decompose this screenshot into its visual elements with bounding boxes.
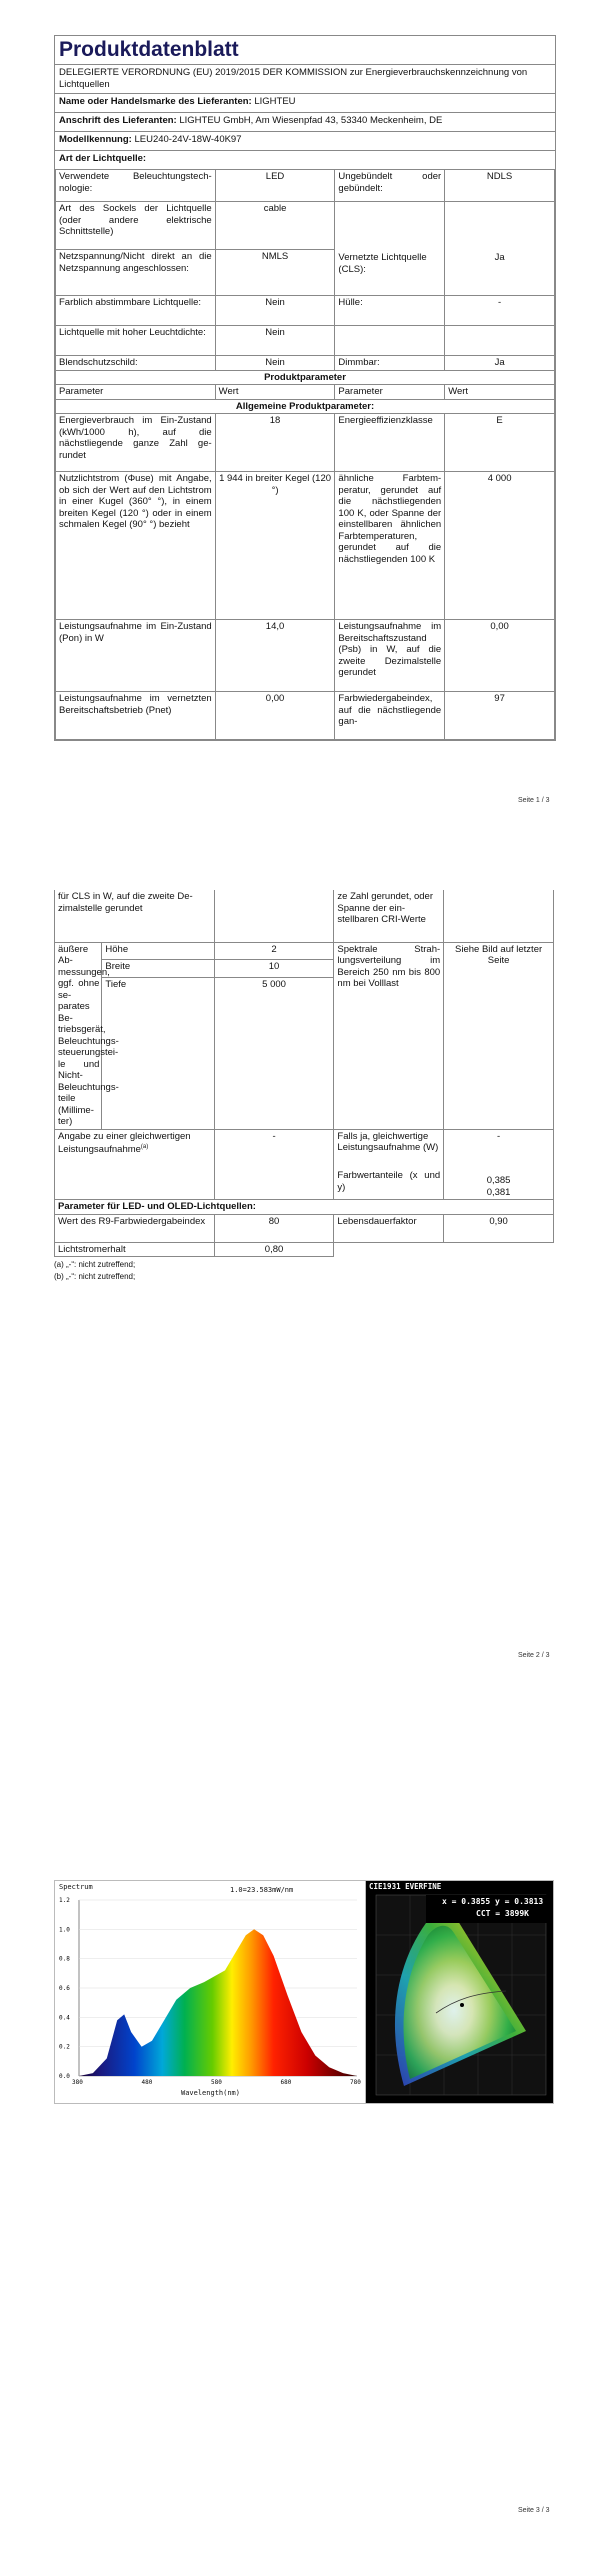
cie-xy-label: x = 0.3855 y = 0.3813 xyxy=(442,1897,544,1906)
tech-value: LED xyxy=(215,170,335,202)
light-source-table xyxy=(55,169,555,740)
col-value-1: Wert xyxy=(215,385,335,400)
spectrum-plot xyxy=(55,1881,366,2103)
energy-label: Energieverbrauch im Ein-Zustand (kWh/1000 h), auf die nächstliegende ganze Zahl gerundet xyxy=(56,414,216,472)
lifetime-factor-label: Lebensdauerfaktor xyxy=(334,1214,444,1242)
equivalent-power-value: - xyxy=(214,1129,334,1200)
cie-figure xyxy=(365,1880,554,2104)
width-label: Breite xyxy=(102,960,214,978)
col-param-1: Parameter xyxy=(56,385,216,400)
cri-value: 97 xyxy=(445,692,555,740)
dimensions-label: äußere Abmessungen, ggf. ohne separates Betriebsgerät, Beleuchtungssteuerungsteile und Nicht-Beleuchtungsteile (Millimeter) xyxy=(55,942,102,1129)
high-luminance-value: Nein xyxy=(215,326,335,356)
spectrum-title: Spectrum xyxy=(59,1883,93,1891)
spectrum-peak-label: 1.0=23.583mW/nm xyxy=(230,1886,294,1894)
socket-label: Art des Sockels der Lichtquelle (oder andere elektrische Schnittstelle) xyxy=(56,202,216,250)
document-title: Produktdatenblatt xyxy=(55,36,555,65)
supplier-address: LIGHTEU GmbH, Am Wiesenpfad 43, 53340 Meckenheim, DE xyxy=(179,115,443,126)
useful-flux-value: 1 944 in breiter Kegel (120 °) xyxy=(215,472,335,620)
color-tunable-label: Farblich abstimmbare Lichtquelle: xyxy=(56,296,216,326)
lifetime-factor-value: 0,90 xyxy=(444,1214,554,1242)
tech-label: Verwendete Beleuchtungstechnologie: xyxy=(56,170,216,202)
standby-power-label: Leistungsaufnahme im Bereitschaftszustand (Psb) in W, auf die zweite Dezimalstelle gerundet xyxy=(335,620,445,692)
spectral-distribution-label: Spektrale Strahlungsverteilung im Bereich 250 nm bis 800 nm bei Volllast xyxy=(334,942,444,1129)
lumen-maintenance-label: Lichtstromerhalt xyxy=(55,1242,215,1257)
on-mode-power-label: Leistungsaufnahme im Ein-Zustand (Pon) in W xyxy=(56,620,216,692)
cie-cct-label: CCT = 3899K xyxy=(476,1909,529,1918)
spectrum-figure xyxy=(54,1880,367,2104)
col-value-2: Wert xyxy=(445,385,555,400)
height-value: 2 xyxy=(214,942,334,960)
lumen-maintenance-value: 0,80 xyxy=(214,1242,334,1257)
page-1 xyxy=(54,35,556,741)
if-yes-label: Falls ja, gleichwertige Leistungsaufnahme (W) xyxy=(334,1129,444,1169)
model-label: Modellkennung: xyxy=(59,134,132,145)
socket-value: cable xyxy=(215,202,335,250)
unbundled-value: NDLS xyxy=(445,170,555,202)
supplier-address-label: Anschrift des Lieferanten: xyxy=(59,115,177,126)
spectrum-ytick-label: 0.2 xyxy=(59,2043,70,2051)
footnotes xyxy=(54,1259,554,1283)
width-value: 10 xyxy=(214,960,334,978)
depth-label: Tiefe xyxy=(102,978,214,995)
col-param-2: Parameter xyxy=(335,385,445,400)
high-luminance-label: Lichtquelle mit hoher Leuchtdichte: xyxy=(56,326,216,356)
efficiency-class-value: E xyxy=(445,414,555,472)
glare-shield-value: Nein xyxy=(215,356,335,371)
model-row xyxy=(55,132,555,151)
model-value: LEU240-24V-18W-40K97 xyxy=(134,134,242,145)
spectrum-ytick-label: 0.6 xyxy=(59,1985,70,1992)
cct-label: ähnliche Farbtemperatur, gerundet auf die nächstliegenden 100 K, oder Spanne der einstellbaren ähnlichen Farbtemperaturen, gerundet auf die nächstliegenden 100 K xyxy=(335,472,445,620)
envelope-value: - xyxy=(445,296,555,326)
dimmable-label: Dimmbar: xyxy=(335,356,445,371)
spectrum-ytick-label: 0.0 xyxy=(59,2073,70,2080)
page-number-2: Seite 2 / 3 xyxy=(518,1652,550,1659)
spectrum-ytick-label: 0.8 xyxy=(59,1955,70,1963)
r9-value: 80 xyxy=(214,1214,334,1242)
efficiency-class-label: Energieeffizienzklasse xyxy=(335,414,445,472)
spectrum-xtick-label: 580 xyxy=(211,2079,222,2086)
if-yes-value: - xyxy=(444,1129,554,1169)
network-standby-label-cont: für CLS in W, auf die zweite Dezimalstelle gerundet xyxy=(55,890,215,942)
on-mode-power-value: 14,0 xyxy=(215,620,335,692)
network-standby-label: Leistungsaufnahme im vernetzten Bereitschaftsbetrieb (Pnet) xyxy=(56,692,216,740)
cri-label: Farbwiedergabeindex, auf die nächstliegende gan- xyxy=(335,692,445,740)
footnote-a: (a) „-“: nicht zutreffend; xyxy=(54,1260,136,1269)
page-number-1: Seite 1 / 3 xyxy=(518,797,550,804)
useful-flux-label: Nutzlichtstrom (Φuse) mit Angabe, ob sich der Wert auf den Lichtstrom in einer Kugel (360° °), in einem breiten Kegel (120 °) oder in einem schmalen Kegel (90° °) bezieht xyxy=(56,472,216,620)
mains-value: NMLS xyxy=(215,250,335,296)
supplier-name: LIGHTEU xyxy=(254,96,296,107)
envelope-label: Hülle: xyxy=(335,296,445,326)
unbundled-label: Ungebündelt oder gebündelt: xyxy=(335,170,445,202)
light-source-type-label: Art der Lichtquelle: xyxy=(59,153,147,164)
standby-power-value: 0,00 xyxy=(445,620,555,692)
spectrum-xtick-label: 680 xyxy=(280,2079,292,2086)
page-number-3: Seite 3 / 3 xyxy=(518,2507,550,2514)
cls-label: Vernetzte Lichtquelle (CLS): xyxy=(335,202,445,296)
cri-label-cont: ze Zahl gerundet, oder Spanne der einstellbaren CRI-Werte xyxy=(334,890,444,942)
cls-value: Ja xyxy=(445,202,555,296)
spectrum-ytick-label: 0.4 xyxy=(59,2014,70,2022)
supplier-name-label: Name oder Handelsmarke des Lieferanten: xyxy=(59,96,252,107)
spectral-distribution-value: Siehe Bild auf letzter Seite xyxy=(444,942,554,1129)
chromaticity-y: 0,381 xyxy=(486,1186,511,1198)
regulation-text: DELEGIERTE VERORDNUNG (EU) 2019/2015 DER KOMMISSION zur Energieverbrauchskennzeichnung von Lichtquellen xyxy=(55,65,555,94)
r9-label: Wert des R9-Farbwiedergabeindex xyxy=(55,1214,215,1242)
spectrum-xtick-label: 380 xyxy=(72,2079,83,2086)
spectrum-xlabel: Wavelength(nm) xyxy=(180,2089,240,2097)
cct-value: 4 000 xyxy=(445,472,555,620)
glare-shield-label: Blendschutzschild: xyxy=(56,356,216,371)
led-params-header: Parameter für LED- und OLED-Lichtquellen: xyxy=(55,1200,554,1215)
energy-value: 18 xyxy=(215,414,335,472)
general-params-header: Allgemeine Produktparameter: xyxy=(56,399,555,414)
dimmable-value: Ja xyxy=(445,356,555,371)
spectrum-xtick-label: 480 xyxy=(141,2079,153,2086)
chromaticity-x: 0,385 xyxy=(486,1175,511,1186)
spectrum-ytick-label: 1.2 xyxy=(59,1897,70,1904)
chromaticity-label: Farbwertanteile (x und y) xyxy=(334,1169,444,1200)
supplier-name-row xyxy=(55,94,555,113)
product-params-header: Produktparameter xyxy=(56,370,555,385)
chromaticity-value xyxy=(444,1169,554,1200)
mains-label: Netzspannung/Nicht direkt an die Netzspannung angeschlossen: xyxy=(56,250,216,296)
spectrum-ytick-label: 1.0 xyxy=(59,1926,70,1934)
params-table-continued xyxy=(54,890,554,1257)
footnote-b: (b) „-“: nicht zutreffend; xyxy=(54,1272,136,1281)
height-label: Höhe xyxy=(102,942,214,960)
depth-value: 5 000 xyxy=(214,978,334,995)
spectrum-curve xyxy=(79,1929,357,2076)
supplier-address-row xyxy=(55,113,555,132)
network-standby-value: 0,00 xyxy=(215,692,335,740)
cie-point xyxy=(460,2003,464,2007)
page-2 xyxy=(54,890,554,1283)
spectrum-xtick-label: 780 xyxy=(350,2079,361,2086)
color-tunable-value: Nein xyxy=(215,296,335,326)
equivalent-power-label: Angabe zu einer gleichwertigen Leistungsaufnahme$^{(a)}$ xyxy=(55,1129,215,1200)
cie-title: CIE1931 EVERFINE xyxy=(369,1882,442,1891)
